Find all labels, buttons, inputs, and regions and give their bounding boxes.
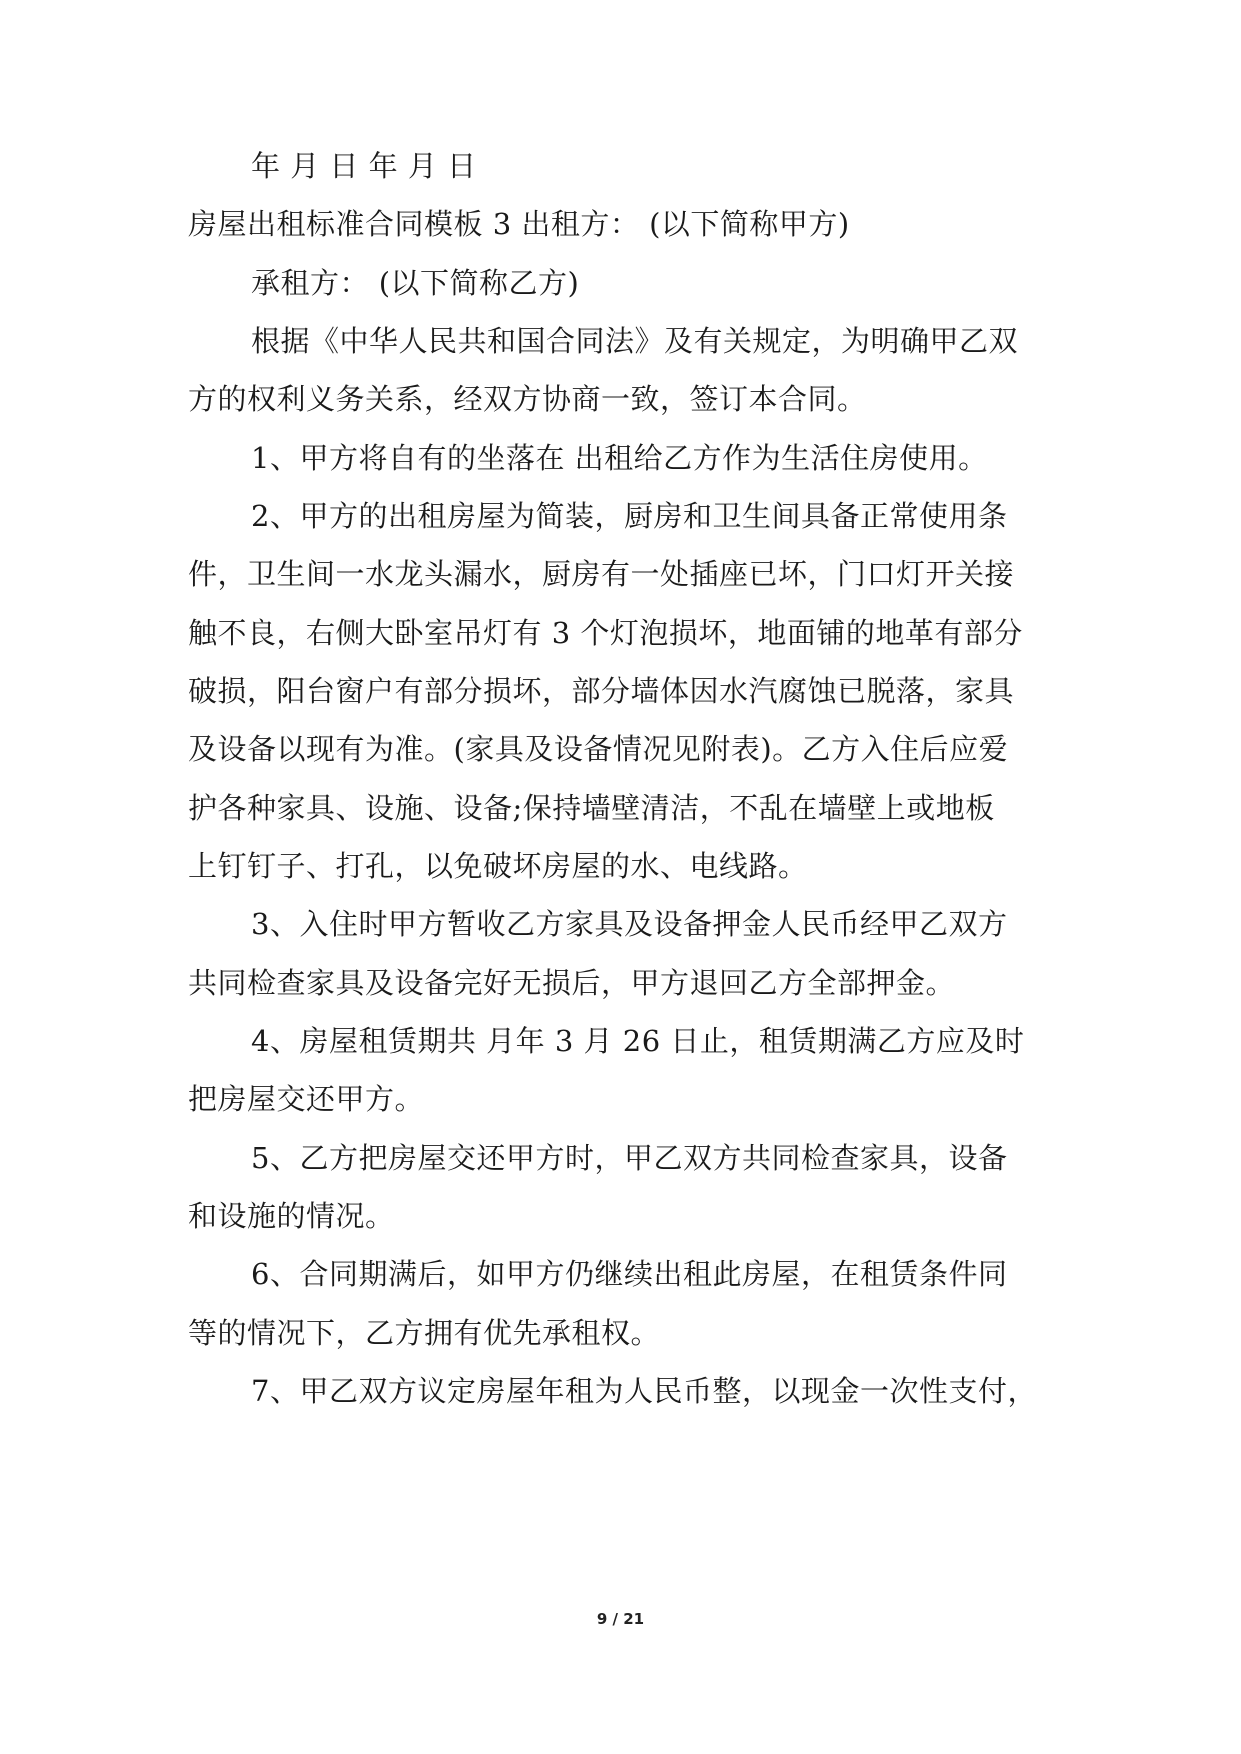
date-line: 年 月 日 年 月 日 (251, 149, 477, 183)
paragraph-line: 共同检查家具及设备完好无损后，甲方退回乙方全部押金。 (188, 966, 956, 1000)
paragraph-line: 方的权利义务关系，经双方协商一致，签订本合同。 (188, 382, 867, 416)
paragraph-line: 和设施的情况。 (188, 1199, 395, 1233)
clause-7-line: 7、甲乙双方议定房屋年租为人民币整，以现金一次性支付， (251, 1374, 1037, 1408)
paragraph-line: 件，卫生间一水龙头漏水，厨房有一处插座已坏，门口灯开关接 (188, 557, 1015, 591)
paragraph-line: 破损，阳台窗户有部分损坏，部分墙体因水汽腐蚀已脱落，家具 (188, 674, 1015, 708)
paragraph-line: 等的情况下，乙方拥有优先承租权。 (188, 1316, 661, 1350)
paragraph-line: 上钉钉子、打孔，以免破坏房屋的水、电线路。 (188, 849, 808, 883)
paragraph-line: 护各种家具、设施、设备;保持墙壁清洁，不乱在墙壁上或地板 (188, 791, 995, 825)
clause-4-line: 4、房屋租赁期共 月年 3 月 26 日止，租赁期满乙方应及时 (251, 1024, 1025, 1058)
paragraph-line: 把房屋交还甲方。 (188, 1082, 425, 1116)
lessee-line: 承租方： (以下简称乙方) (251, 266, 580, 300)
page-number: 9 / 21 (596, 1610, 645, 1628)
paragraph-line: 触不良，右侧大卧室吊灯有 3 个灯泡损坏，地面铺的地革有部分 (188, 616, 1023, 650)
paragraph-line: 根据《中华人民共和国合同法》及有关规定，为明确甲乙双 (251, 324, 1019, 358)
paragraph-line: 及设备以现有为准。(家具及设备情况见附表)。乙方入住后应爱 (188, 732, 1009, 766)
clause-5-line: 5、乙方把房屋交还甲方时，甲乙双方共同检查家具，设备 (251, 1141, 1008, 1175)
clause-6-line: 6、合同期满后，如甲方仍继续出租此房屋，在租赁条件同 (251, 1257, 1008, 1291)
clause-3-line: 3、入住时甲方暂收乙方家具及设备押金人民币经甲乙双方 (251, 907, 1008, 941)
clause-2-line: 2、甲方的出租房屋为简装，厨房和卫生间具备正常使用条 (251, 499, 1008, 533)
contract-title-line: 房屋出租标准合同模板 3 出租方： (以下简称甲方) (188, 207, 850, 241)
clause-1-line: 1、甲方将自有的坐落在 出租给乙方作为生活住房使用。 (251, 441, 988, 475)
